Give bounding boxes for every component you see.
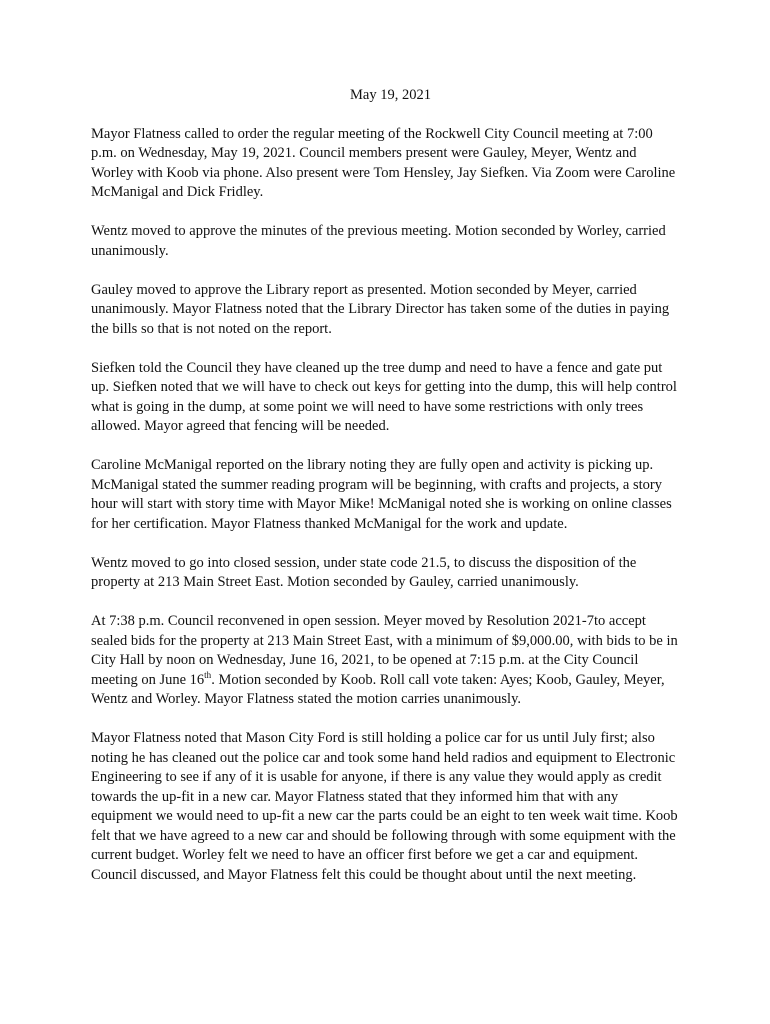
meeting-date: May 19, 2021 [350,87,431,103]
paragraph-library-report: Gauley moved to approve the Library report as presented. Motion seconded by Meyer, carried unanimously. Mayor Flatness noted that the Library Director has taken some of the duties in paying the bills so that is not noted on the report. [91,281,670,337]
resolution-text-part1: At 7:38 p.m. Council reconvened in open session. Meyer moved by Resolution 2021-7to accept sealed bids for the property at 213 Main Street East, with a minimum of $9,000.00, with bids to be in City Hall by noon on Wednesday, June 16, 2021, to be opened at 7:15 p.m. at the City Council meeting on June 16 [91,613,678,688]
paragraph-police-car: Mayor Flatness noted that Mason City Ford is still holding a police car for us until July first; also noting he has cleaned out the police car and took some hand held radios and equipment to Electronic Engineering to see if any of it is usable for anyone, if there is any value they would apply as credit towards the up-fit in a new car. Mayor Flatness stated that they informed him that with any equipment we would need to up-fit a new car the parts could be an eight to ten week wait time. Koob felt that we have agreed to a new car and should be following through with some equipment with the current budget. Worley felt we need to have an officer first before we get a car and equipment. Council discussed, and Mayor Flatness felt this could be thought about until the next meeting. [91,730,678,883]
paragraph-library-update: Caroline McManigal reported on the library noting they are fully open and activity is picking up. McManigal stated the summer reading program will be beginning, with crafts and projects, a story hour will start with story time with Mayor Mike! McManigal noted she is working on online classes for her certification. Mayor Flatness thanked McManigal for the work and update. [91,457,672,532]
ordinal-suffix: th [204,669,212,680]
paragraph-tree-dump: Siefken told the Council they have cleaned up the tree dump and need to have a fence and gate put up. Siefken noted that we will have to check out keys for getting into the dump, this will help control what is going in the dump, at some point we will need to have some restrictions with only trees allowed. Mayor agreed that fencing will be needed. [91,359,677,434]
paragraph-call-to-order: Mayor Flatness called to order the regular meeting of the Rockwell City Council meeting at 7:00 p.m. on Wednesday, May 19, 2021. Council members present were Gauley, Meyer, Wentz and Worley with Koob via phone. Also present were Tom Hensley, Jay Siefken. Via Zoom were Caroline McManigal and Dick Fridley. [91,125,676,200]
paragraph-minutes-approval: Wentz moved to approve the minutes of the previous meeting. Motion seconded by Worley, carried unanimously. [91,223,666,259]
paragraph-closed-session: Wentz moved to go into closed session, under state code 21.5, to discuss the disposition of the property at 213 Main Street East. Motion seconded by Gauley, carried unanimously. [91,554,637,590]
paragraph-open-session-resolution [91,612,680,710]
resolution-text-part2: . Motion seconded by Koob. Roll call vote taken: Ayes; Koob, Gauley, Meyer, Wentz and Worley. Mayor Flatness stated the motion carries unanimously. [91,671,665,707]
